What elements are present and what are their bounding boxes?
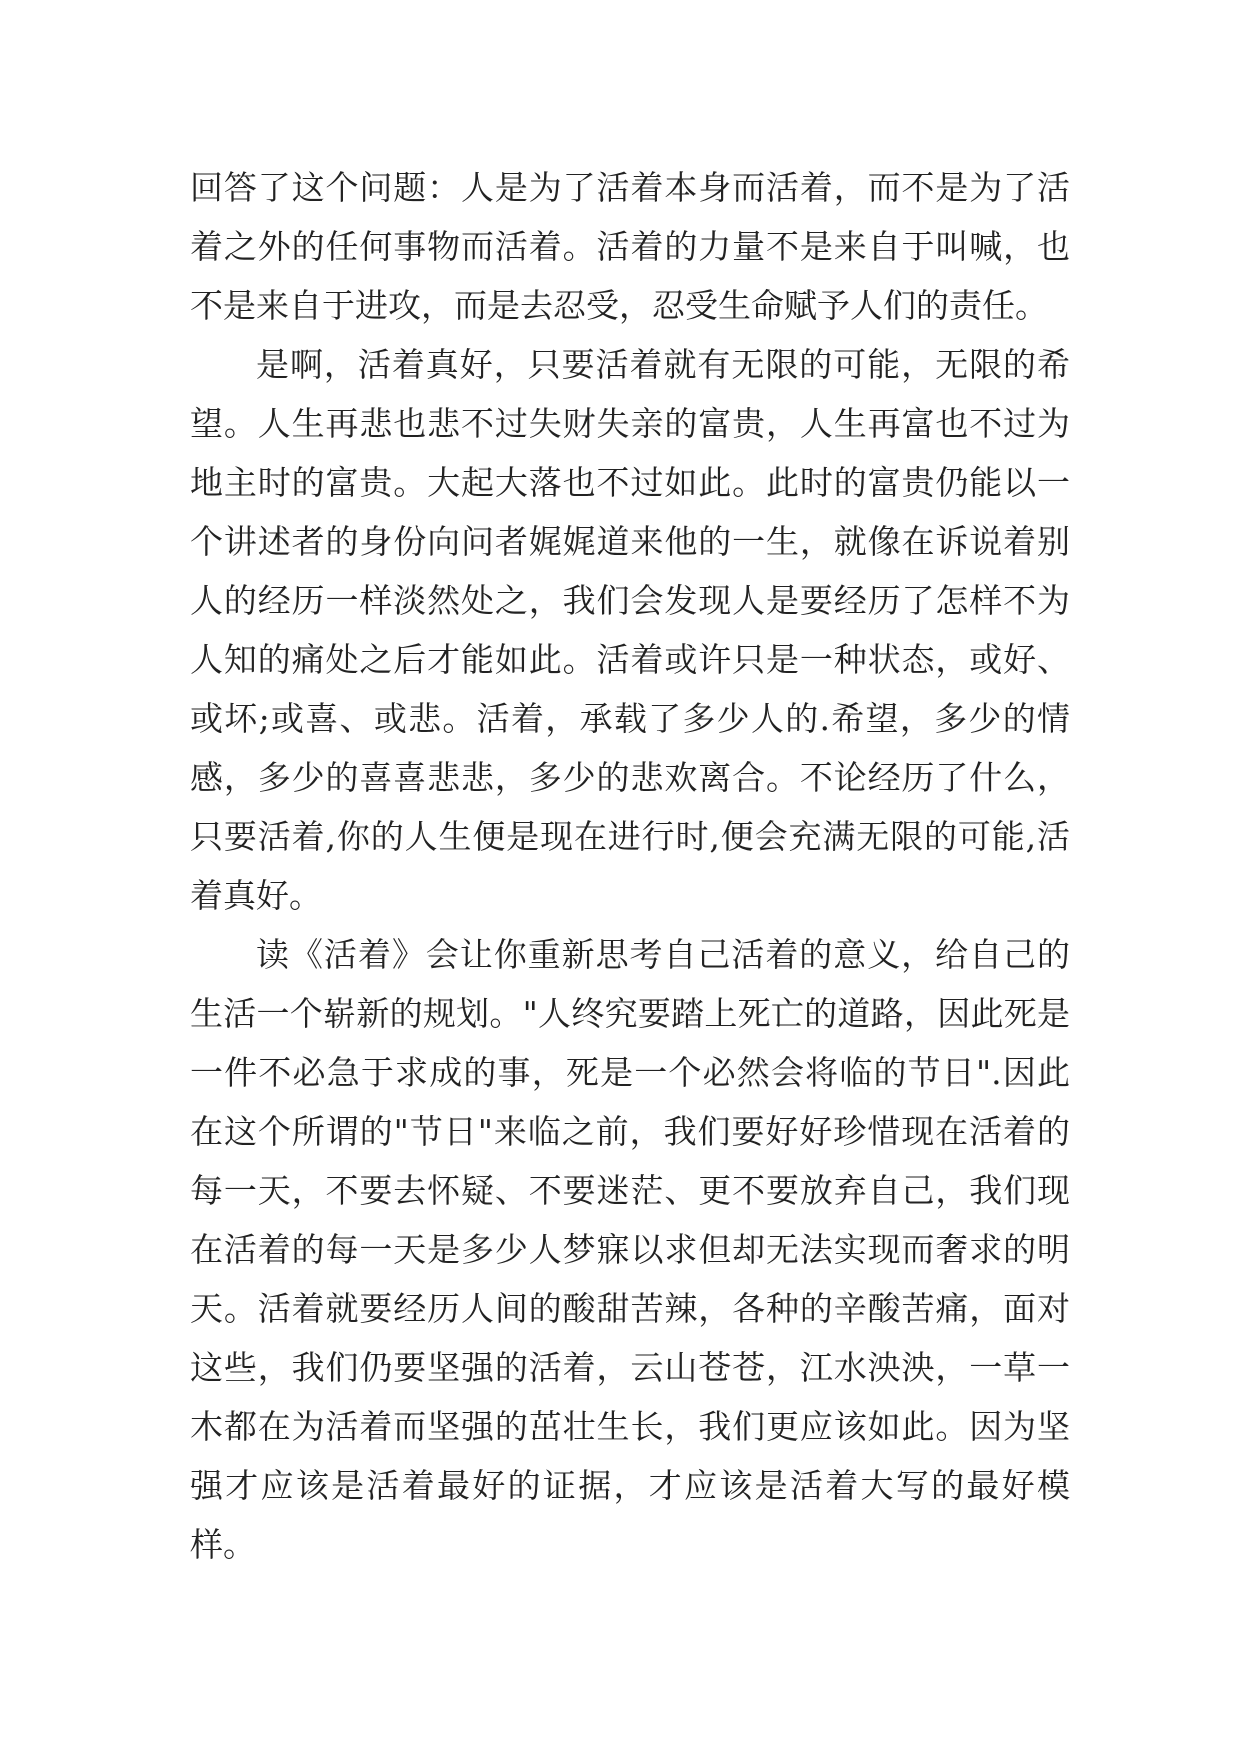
paragraph-1: 回答了这个问题：人是为了活着本身而活着，而不是为了活着之外的任何事物而活着。活着的力量不是来自于叫喊，也不是来自于进攻，而是去忍受，忍受生命赋予人们的责任。: [190, 168, 1070, 325]
paragraph-3: 读《活着》会让你重新思考自己活着的意义，给自己的生活一个崭新的规划。"人终究要踏上死亡的道路，因此死是一件不必急于求成的事，死是一个必然会将临的节日".因此在这个所谓的"节日"来临之前，我们要好好珍惜现在活着的每一天，不要去怀疑、不要迷茫、更不要放弃自己，我们现在活着的每一天是多少人梦寐以求但却无法实现而奢求的明天。活着就要经历人间的酸甜苦辣，各种的辛酸苦痛，面对这些，我们仍要坚强的活着，云山苍苍，江水泱泱，一草一木都在为活着而坚强的茁壮生长，我们更应该如此。因为坚强才应该是活着最好的证据，才应该是活着大写的最好模样。: [190, 935, 1070, 1564]
body-text: [190, 158, 1070, 1574]
paragraph-2: 是啊，活着真好，只要活着就有无限的可能，无限的希望。人生再悲也悲不过失财失亲的富贵，人生再富也不过为地主时的富贵。大起大落也不过如此。此时的富贵仍能以一个讲述者的身份向问者娓娓道来他的一生，就像在诉说着别人的经历一样淡然处之，我们会发现人是要经历了怎样不为人知的痛处之后才能如此。活着或许只是一种状态，或好、或坏;或喜、或悲。活着，承载了多少人的.希望，多少的情感，多少的喜喜悲悲，多少的悲欢离合。不论经历了什么，只要活着,你的人生便是现在进行时,便会充满无限的可能,活着真好。: [190, 345, 1070, 915]
